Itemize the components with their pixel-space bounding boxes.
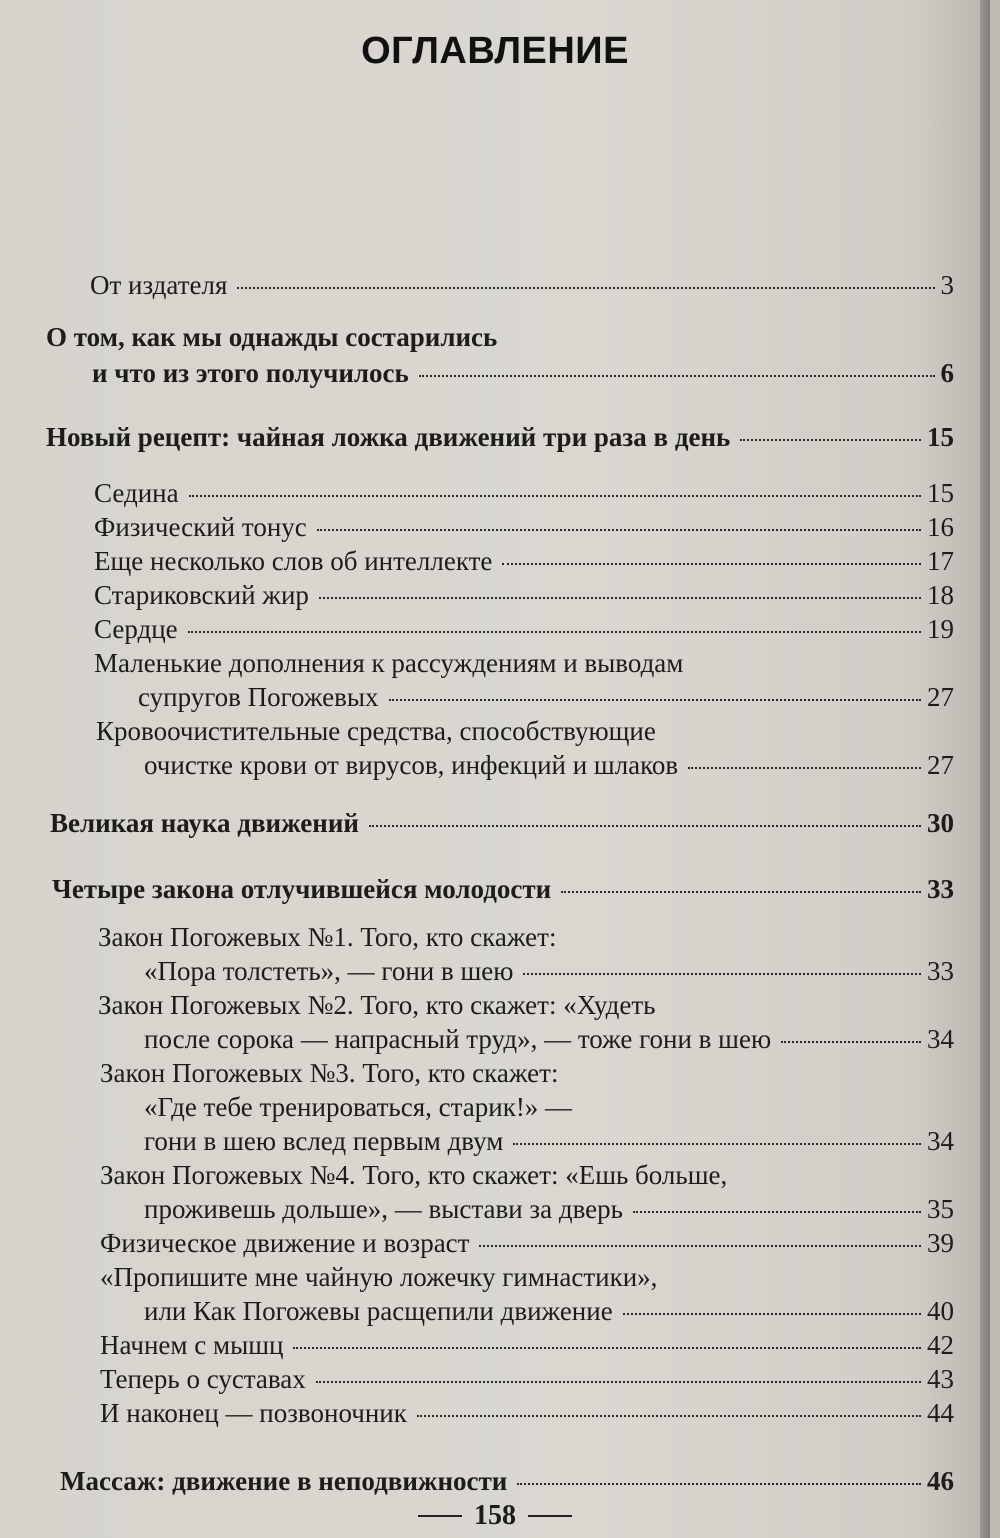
toc-entry-title: гони в шею вслед первым двум — [144, 1126, 504, 1156]
toc-entry — [144, 956, 954, 990]
toc-entry — [100, 1058, 954, 1092]
toc-entry-page: 16 — [927, 512, 954, 542]
toc-entry-title: Закон Погожевых №3. Того, кто скажет: — [100, 1058, 559, 1088]
dot-leader — [189, 494, 921, 497]
toc-entry-page: 34 — [927, 1024, 954, 1054]
toc-entry-page: 42 — [927, 1330, 954, 1360]
toc-entry — [100, 1262, 954, 1296]
dot-leader — [188, 630, 921, 633]
toc-entry-title: Массаж: движение в неподвижности — [60, 1466, 508, 1496]
page-number-value: 158 — [474, 1500, 516, 1531]
toc-entry — [94, 614, 954, 648]
folio-dash-left — [418, 1515, 462, 1517]
dot-leader — [319, 596, 921, 599]
dot-leader — [293, 1346, 921, 1349]
dot-leader — [389, 698, 921, 701]
toc-entry-title: О том, как мы однажды состарились — [46, 322, 498, 352]
dot-leader — [417, 1414, 921, 1417]
toc-entry-page: 39 — [927, 1228, 954, 1258]
toc-entry — [144, 1296, 954, 1330]
toc-entry — [94, 478, 954, 512]
toc-entry-page: 44 — [927, 1398, 954, 1428]
toc-entry — [50, 808, 954, 842]
toc-entry-page: 18 — [927, 580, 954, 610]
toc-entry-page: 43 — [927, 1364, 954, 1394]
toc-entry-page: 15 — [927, 422, 954, 452]
toc-entry-page: 3 — [940, 270, 954, 300]
toc-entry-title: после сорока — напрасный труд», — тоже гони в шею — [144, 1024, 772, 1054]
dot-leader — [781, 1040, 921, 1043]
toc-entry-title: Стариковский жир — [94, 580, 309, 610]
toc-entry-title: Великая наука движений — [50, 808, 359, 838]
toc-entry — [94, 546, 954, 580]
toc-entry — [144, 1126, 954, 1160]
dot-leader — [419, 374, 935, 377]
toc-entry-title: От издателя — [90, 270, 228, 300]
toc-entry-title: Сердце — [94, 614, 178, 644]
toc-entry-title: «Где тебе тренироваться, старик!» — — [144, 1092, 573, 1122]
toc-entry-title: Еще несколько слов об интеллекте — [94, 546, 493, 576]
toc-entry-page: 27 — [927, 682, 954, 712]
dot-leader — [688, 766, 921, 769]
toc-entry-page: 17 — [927, 546, 954, 576]
toc-entry-page: 40 — [927, 1296, 954, 1326]
toc-entry — [144, 1194, 954, 1228]
toc-entry-title: Начнем с мышц — [100, 1330, 284, 1360]
toc-entry — [52, 874, 954, 908]
toc-entry-title: Седина — [94, 478, 179, 508]
toc-entry-page: 15 — [927, 478, 954, 508]
toc-entry-page: 19 — [927, 614, 954, 644]
page-number — [0, 1500, 990, 1532]
toc-entry-page: 34 — [927, 1126, 954, 1156]
toc-entry — [98, 990, 954, 1024]
page-title: ОГЛАВЛЕНИЕ — [361, 30, 629, 72]
dot-leader — [517, 1482, 921, 1485]
toc-entry-title: Кровоочистительные средства, способствующие — [96, 716, 656, 746]
toc-entry — [94, 648, 954, 682]
toc-entry — [100, 1364, 954, 1398]
dot-leader — [561, 890, 921, 893]
dot-leader — [502, 562, 921, 565]
toc-entry — [94, 512, 954, 546]
toc-entry-title: Маленькие дополнения к рассуждениям и выводам — [94, 648, 684, 678]
toc-entry-title: Закон Погожевых №4. Того, кто скажет: «Ешь больше, — [100, 1160, 728, 1190]
folio-dash-right — [528, 1515, 572, 1517]
toc-entry — [60, 1466, 954, 1500]
toc-entry — [144, 750, 954, 784]
toc-entry — [144, 1092, 954, 1126]
toc-entry-title: и что из этого получилось — [92, 358, 409, 388]
toc-entry-page: 46 — [927, 1466, 954, 1496]
toc-entry-title: «Пропишите мне чайную ложечку гимнастики», — [100, 1262, 658, 1292]
dot-leader — [740, 438, 921, 441]
dot-leader — [513, 1142, 921, 1145]
toc-entry-title: Физическое движение и возраст — [100, 1228, 470, 1258]
toc-entry — [46, 322, 954, 356]
toc-entry-title: Новый рецепт: чайная ложка движений три раза в день — [46, 422, 731, 452]
toc-entry — [90, 270, 954, 304]
toc-entry — [100, 1160, 954, 1194]
toc-entry-page: 33 — [927, 874, 954, 904]
toc-entry-title: Закон Погожевых №2. Того, кто скажет: «Худеть — [98, 990, 656, 1020]
dot-leader — [316, 1380, 921, 1383]
toc-entry-title: Физический тонус — [94, 512, 307, 542]
toc-entry — [46, 422, 954, 456]
dot-leader — [317, 528, 921, 531]
toc-entry-title: проживешь дольше», — выстави за дверь — [144, 1194, 623, 1224]
dot-leader — [237, 286, 934, 289]
toc-entry-title: супругов Погожевых — [138, 682, 379, 712]
toc-entry — [94, 580, 954, 614]
toc-entry-page: 6 — [940, 358, 954, 388]
toc-entry — [98, 922, 954, 956]
dot-leader — [633, 1210, 921, 1213]
toc-entry-title: Четыре закона отлучившейся молодости — [52, 874, 552, 904]
toc-entry-title: Теперь о суставах — [100, 1364, 306, 1394]
toc-entry — [144, 1024, 954, 1058]
toc-entry — [138, 682, 954, 716]
toc-entry — [100, 1228, 954, 1262]
dot-leader — [523, 972, 921, 975]
toc-entry-page: 35 — [927, 1194, 954, 1224]
dot-leader — [479, 1244, 921, 1247]
toc-entry-title: или Как Погожевы расщепили движение — [144, 1296, 613, 1326]
dot-leader — [369, 824, 921, 827]
toc-entry-title: очистке крови от вирусов, инфекций и шлаков — [144, 750, 679, 780]
toc-entry — [96, 716, 954, 750]
toc-entry-title: «Пора толстеть», — гони в шею — [144, 956, 514, 986]
toc-entry-page: 27 — [927, 750, 954, 780]
toc-entry-page: 30 — [927, 808, 954, 838]
toc-entry-title: Закон Погожевых №1. Того, кто скажет: — [98, 922, 557, 952]
dot-leader — [623, 1312, 921, 1315]
toc-entry-page: 33 — [927, 956, 954, 986]
toc-entry — [100, 1398, 954, 1432]
toc-entry — [92, 358, 954, 392]
toc-entry-title: И наконец — позвоночник — [100, 1398, 407, 1428]
toc-entry — [100, 1330, 954, 1364]
